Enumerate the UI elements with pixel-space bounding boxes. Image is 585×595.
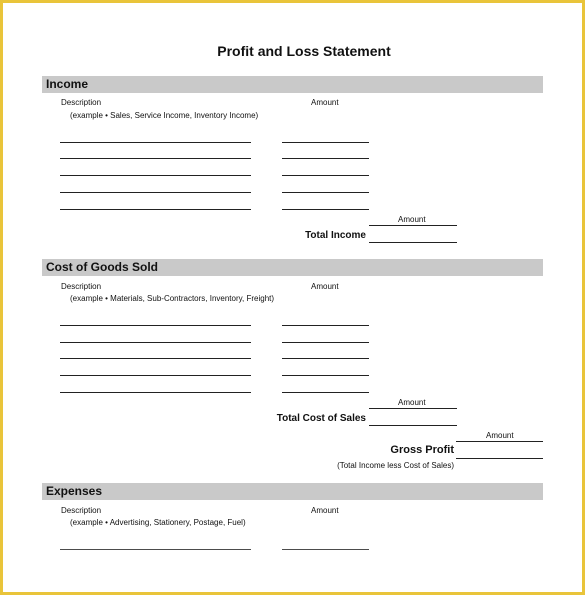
income-total-amount-top-line	[369, 225, 457, 226]
gross-profit-note: (Total Income less Cost of Sales)	[337, 461, 454, 470]
expenses-heading: Expenses	[46, 484, 103, 498]
income-section-header	[42, 76, 543, 93]
cogs-description-field[interactable]	[60, 358, 251, 359]
cogs-section-header	[42, 259, 543, 276]
cogs-description-field[interactable]	[60, 325, 251, 326]
cogs-total-amount-label: Amount	[398, 398, 426, 407]
gross-profit-field[interactable]	[456, 458, 543, 459]
expenses-section-header	[42, 483, 543, 500]
total-cost-of-sales-field[interactable]	[369, 425, 457, 426]
cogs-amount-label: Amount	[311, 282, 339, 291]
expenses-example-text: (example • Advertising, Stationery, Postage, Fuel)	[70, 518, 246, 527]
gross-profit-amount-label: Amount	[486, 431, 514, 440]
cogs-description-field[interactable]	[60, 342, 251, 343]
cogs-example-text: (example • Materials, Sub-Contractors, Inventory, Freight)	[70, 294, 275, 303]
income-description-label: Description	[61, 98, 102, 107]
income-description-field[interactable]	[60, 209, 251, 210]
cogs-description-label: Description	[61, 282, 102, 291]
expenses-amount-label: Amount	[311, 506, 339, 515]
page-title: Profit and Loss Statement	[217, 43, 391, 59]
income-amount-field[interactable]	[282, 192, 369, 193]
total-income-label: Total Income	[305, 230, 366, 241]
cogs-amount-field[interactable]	[282, 392, 369, 393]
document-page	[3, 3, 582, 592]
cogs-total-amount-top-line	[369, 408, 457, 409]
cogs-amount-field[interactable]	[282, 325, 369, 326]
income-description-field[interactable]	[60, 192, 251, 193]
income-amount-field[interactable]	[282, 142, 369, 143]
cogs-amount-field[interactable]	[282, 342, 369, 343]
income-example-text: (example • Sales, Service Income, Inventory Income)	[70, 111, 259, 120]
page-bottom-fade	[3, 544, 582, 592]
expenses-description-label: Description	[61, 506, 102, 515]
gross-profit-amount-top-line	[456, 441, 543, 442]
income-description-field[interactable]	[60, 142, 251, 143]
total-income-field[interactable]	[369, 242, 457, 243]
income-amount-field[interactable]	[282, 209, 369, 210]
cogs-amount-field[interactable]	[282, 375, 369, 376]
income-amount-label: Amount	[311, 98, 339, 107]
gross-profit-label: Gross Profit	[390, 444, 454, 456]
cogs-heading: Cost of Goods Sold	[46, 260, 158, 274]
income-description-field[interactable]	[60, 158, 251, 159]
total-cost-of-sales-label: Total Cost of Sales	[276, 413, 366, 424]
income-total-amount-label: Amount	[398, 215, 426, 224]
income-amount-field[interactable]	[282, 175, 369, 176]
income-description-field[interactable]	[60, 175, 251, 176]
income-amount-field[interactable]	[282, 158, 369, 159]
cogs-description-field[interactable]	[60, 375, 251, 376]
cogs-amount-field[interactable]	[282, 358, 369, 359]
cogs-description-field[interactable]	[60, 392, 251, 393]
income-heading: Income	[46, 77, 89, 91]
